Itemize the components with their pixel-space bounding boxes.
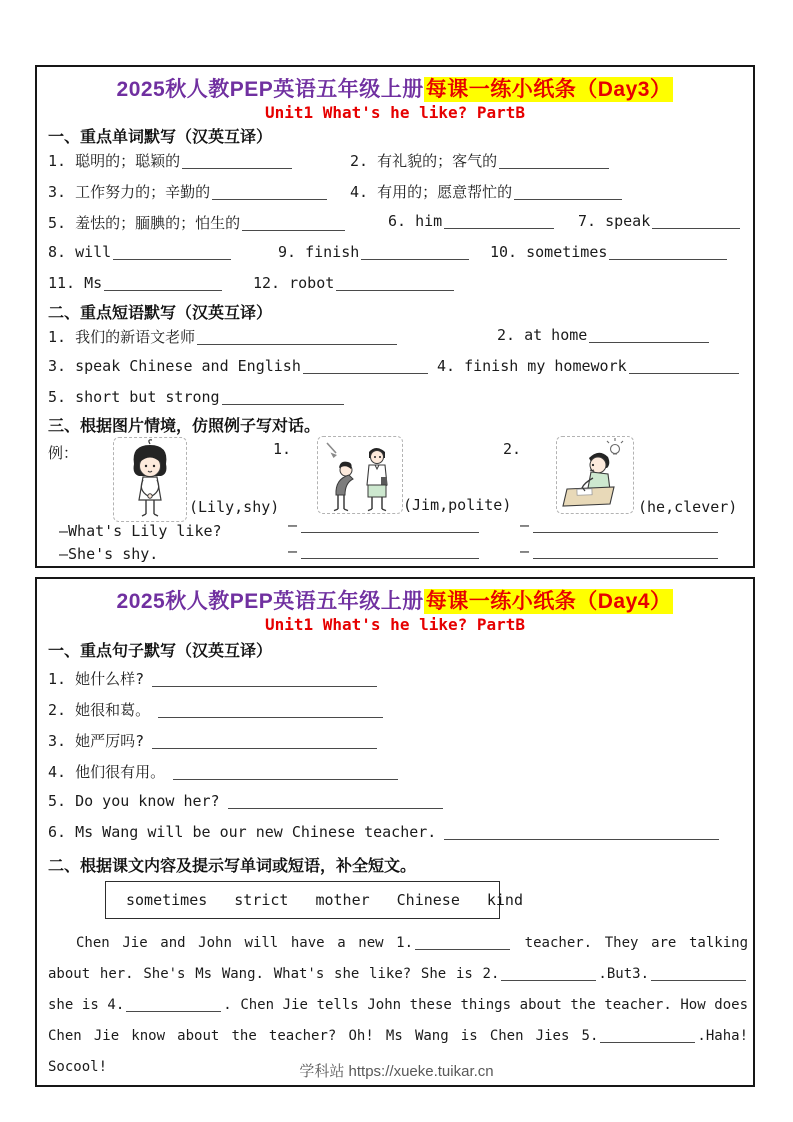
example-picture (113, 437, 187, 522)
hair-curl (149, 440, 152, 444)
sentence-item-5: 5. Do you know her? (48, 792, 443, 810)
blank-line (113, 245, 231, 260)
word-item-2: 2. 有礼貌的；客气的 (350, 150, 609, 171)
word-bank (105, 881, 523, 919)
passage-text: teacher. They are talking about her. She's Ms Wang. What's she like? She is 2. (48, 935, 748, 982)
example-label: 例： (48, 444, 79, 462)
word-item-4: 4. 有用的；愿意帮忙的 (350, 181, 622, 202)
blank-line (104, 276, 222, 291)
blank-line (222, 390, 344, 405)
blank-line (533, 518, 718, 533)
word-bank-item: sometimes (126, 891, 208, 909)
passage-text: .Haha! Socool! (48, 1028, 748, 1075)
word-item-5: 5. 羞怯的；腼腆的；怕生的 (48, 212, 345, 233)
word-item-3: 3. 工作努力的；辛勤的 (48, 181, 327, 202)
blank-line (651, 966, 746, 981)
passage-text: Chen Jie and John will have a new 1. (76, 935, 414, 951)
word-item-12: 12. robot (253, 274, 454, 292)
phrase-item-4: 4. finish my homework (437, 357, 739, 375)
day3-unit-subtitle: Unit1 What's he like? PartB (264, 103, 526, 122)
sentence-item-3: 3. 她严厉吗? (48, 730, 377, 751)
arrow-icon (327, 443, 337, 458)
blank-line (228, 794, 443, 809)
dialogue1-line2: — (288, 542, 479, 560)
example-dialogue-line2: —She's shy. (59, 545, 159, 563)
dialogue2-line1: — (520, 516, 718, 534)
blank-line (444, 825, 719, 840)
dialogue1-line1: — (288, 516, 479, 534)
blank-line (212, 185, 327, 200)
word-bank-item: Chinese (396, 891, 460, 909)
picture2-caption: (he,clever) (638, 498, 738, 516)
blank-line (589, 328, 709, 343)
sentence-item-1: 1. 她什么样? (48, 668, 377, 689)
phrase-item-3: 3. speak Chinese and English (48, 357, 428, 375)
picture1 (317, 436, 403, 514)
blank-line (499, 154, 609, 169)
blank-line (152, 734, 377, 749)
picture2-number: 2. (503, 440, 522, 458)
phrase-item-2: 2. at home (497, 326, 709, 344)
day4-section2-heading: 二、根据课文内容及提示写单词或短语，补全短文。 (48, 858, 417, 875)
word-item-7: 7. speak (578, 212, 740, 230)
blank-line (301, 518, 479, 533)
picture1-caption: (Jim,polite) (403, 496, 512, 514)
blank-line (336, 276, 454, 291)
word-item-10: 10. sometimes (490, 243, 727, 261)
day4-title-main: 2025秋人教PEP英语五年级上册 (116, 590, 424, 613)
word-bank-item: mother (315, 891, 370, 909)
clever-study-illustration (557, 437, 633, 513)
day3-title-main: 2025秋人教PEP英语五年级上册 (116, 78, 424, 101)
word-item-6: 6. him (388, 212, 554, 230)
blank-line (533, 544, 718, 559)
example-dialogue-line1: —What's Lily like? (59, 522, 222, 540)
passage-text: .But3. (598, 966, 649, 982)
example-caption: (Lily,shy) (189, 498, 280, 516)
word-item-1: 1. 聪明的；聪颖的 (48, 150, 292, 171)
day4-title (37, 585, 753, 615)
day3-section1-heading: 一、重点单词默写（汉英互译） (48, 129, 273, 146)
blank-line (444, 214, 554, 229)
blank-line (126, 997, 221, 1012)
blank-line (652, 214, 740, 229)
worksheet-day3 (35, 65, 755, 568)
picture1-number: 1. (273, 440, 292, 458)
blank-line (501, 966, 596, 981)
day3-title (37, 73, 753, 103)
passage-text: . Chen Jie tells John these things about the teacher. How does Chen Jie know about the teacher? Oh! Ms Wang is Chen Jies 5. (48, 997, 749, 1044)
blank-line (415, 935, 510, 950)
blank-line (303, 359, 428, 374)
dialogue2-line2: — (520, 542, 718, 560)
blank-line (197, 330, 397, 345)
day3-section3-heading: 三、根据图片情境，仿照例子写对话。 (48, 418, 321, 435)
blank-line (173, 765, 398, 780)
sentence-item-6: 6. Ms Wang will be our new Chinese teacher. (48, 823, 719, 841)
phrase-item-5: 5. short but strong (48, 388, 344, 406)
day4-section1-heading: 一、重点句子默写（汉英互译） (48, 643, 273, 660)
shy-girl-illustration (114, 438, 186, 521)
blank-line (600, 1028, 695, 1043)
picture2 (556, 436, 634, 514)
day4-unit-subtitle: Unit1 What's he like? PartB (264, 615, 526, 634)
worksheet-day4 (35, 577, 755, 1087)
word-item-9: 9. finish (278, 243, 469, 261)
word-item-11: 11. Ms (48, 274, 222, 292)
blank-line (301, 544, 479, 559)
blank-line (182, 154, 292, 169)
passage-text: she is 4. (48, 997, 125, 1013)
idea-bulb-icon (607, 438, 623, 454)
sentence-item-4: 4. 他们很有用。 (48, 761, 398, 782)
word-bank-item: strict (234, 891, 289, 909)
phrase-item-1: 1. 我们的新语文老师 (48, 326, 397, 347)
blank-line (242, 216, 345, 231)
blank-line (158, 703, 383, 718)
day4-title-highlight: 每课一练小纸条（Day4） (425, 590, 672, 613)
day3-section2-heading: 二、重点短语默写（汉英互译） (48, 305, 273, 322)
blank-line (152, 672, 377, 687)
blank-line (361, 245, 469, 260)
polite-bow-illustration (318, 437, 402, 513)
site-watermark: 学科站 https://xueke.tuikar.cn (299, 1063, 494, 1080)
word-item-8: 8. will (48, 243, 231, 261)
day3-title-highlight: 每课一练小纸条（Day3） (425, 78, 672, 101)
word-bank-item: kind (486, 891, 523, 909)
sentence-item-2: 2. 她很和葛。 (48, 699, 383, 720)
blank-line (609, 245, 727, 260)
blank-line (514, 185, 622, 200)
blank-line (629, 359, 739, 374)
